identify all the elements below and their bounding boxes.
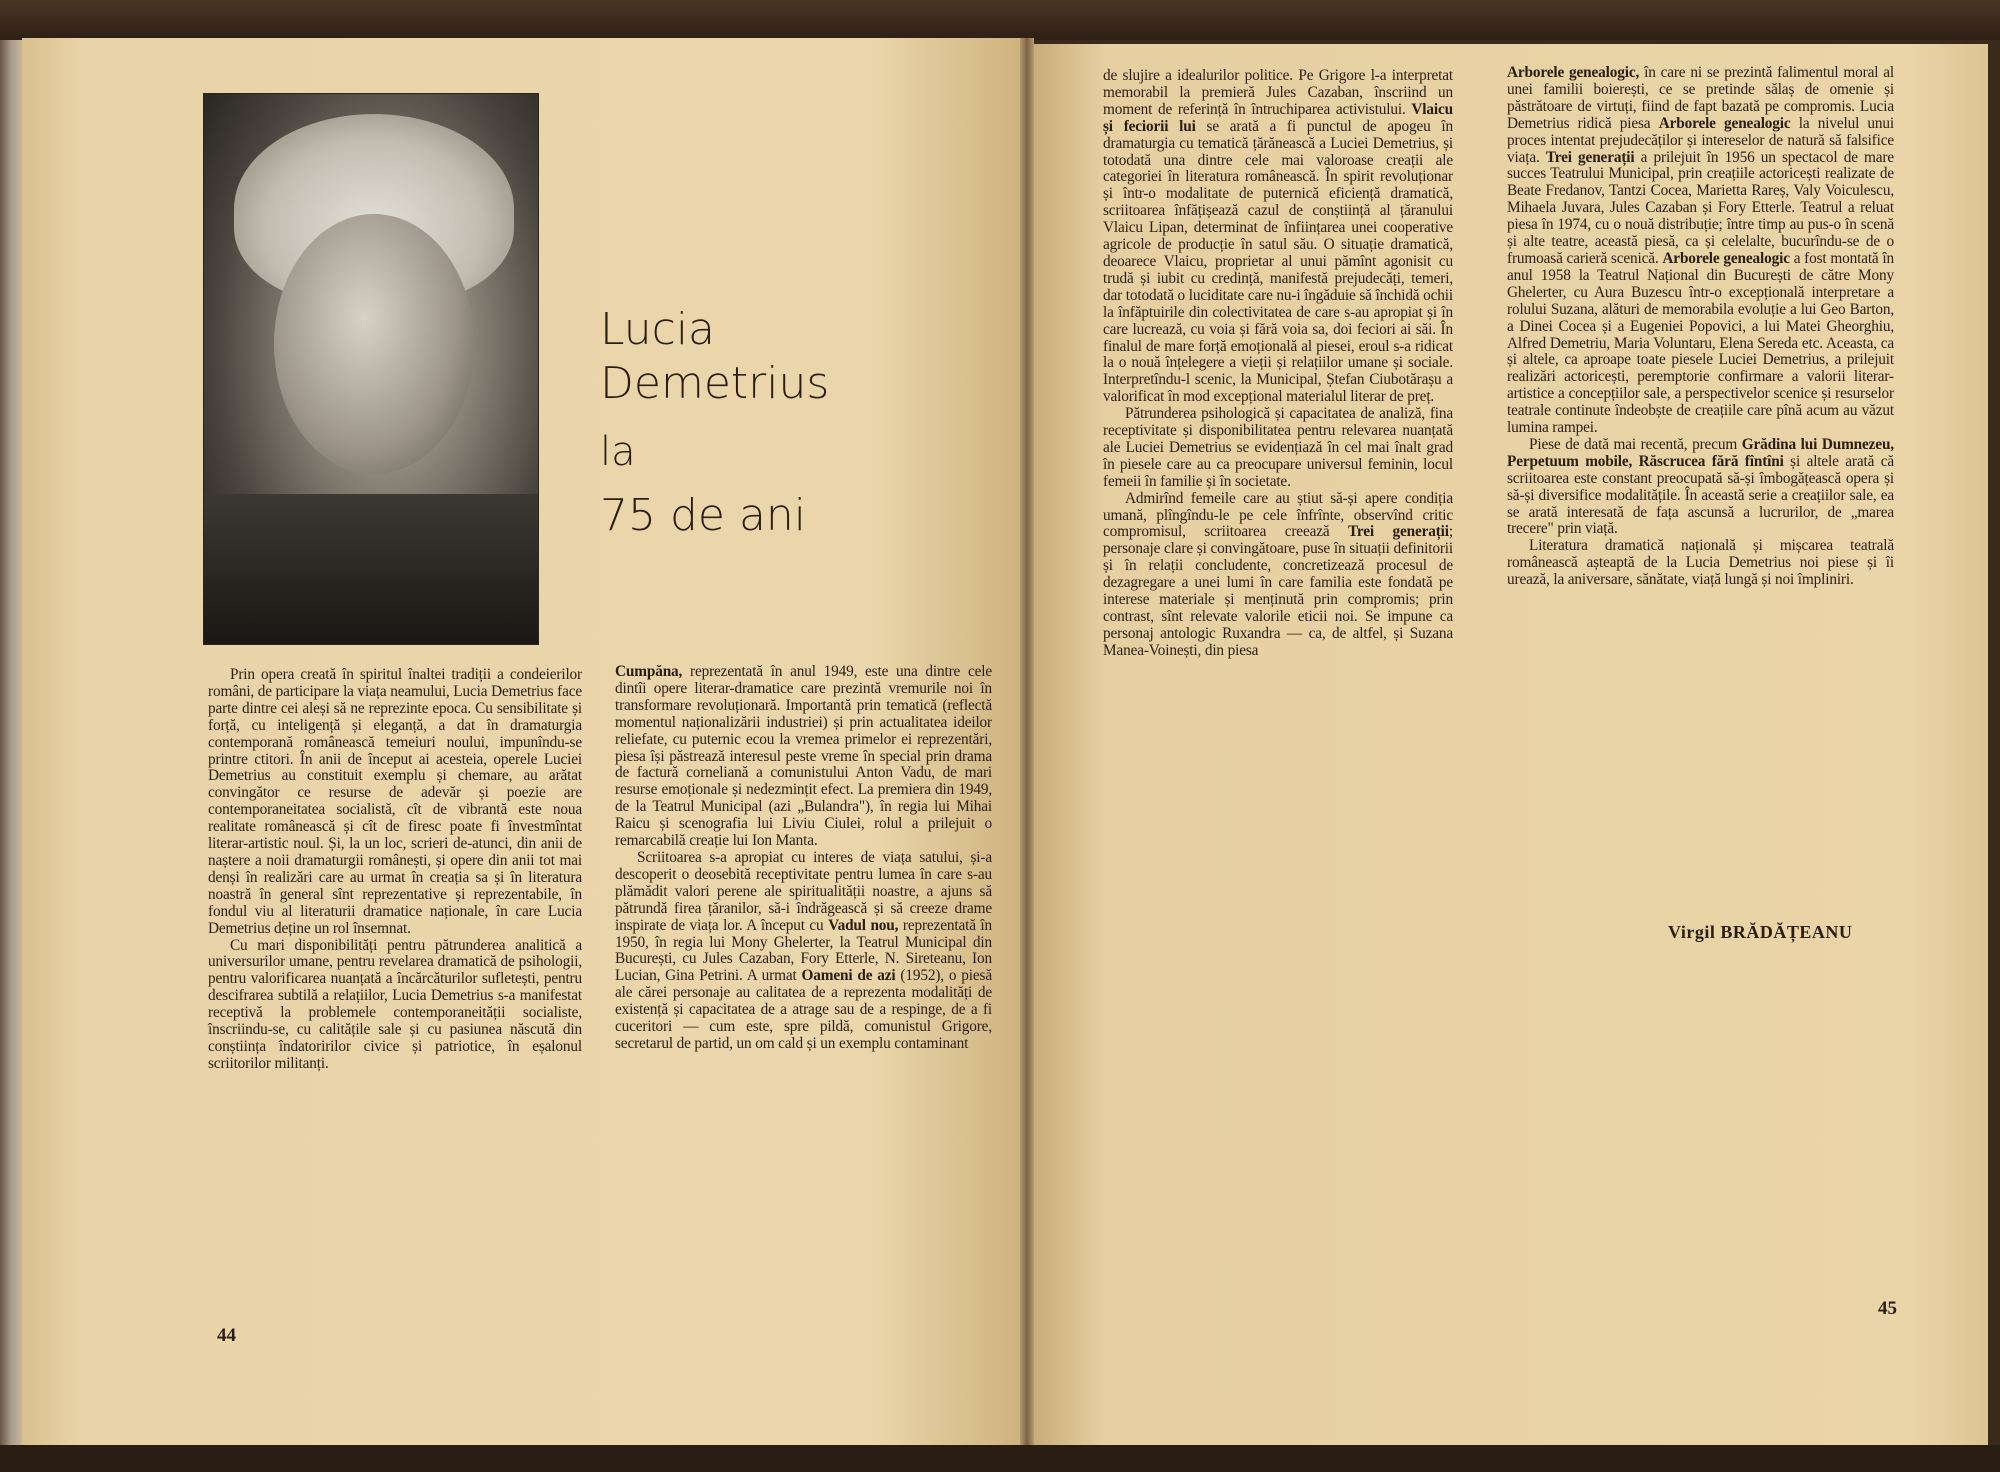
page-number-left: 44 — [217, 1325, 236, 1346]
play-title: Arborele genealogic — [1662, 249, 1790, 267]
paragraph — [615, 850, 992, 1053]
right-column-2 — [1507, 65, 1894, 589]
portrait-shoulders — [204, 494, 538, 644]
left-column-2 — [615, 664, 992, 1053]
play-title: Arborele genealogic, — [1507, 64, 1640, 81]
paragraph — [615, 664, 992, 850]
book-binding-bottom — [0, 1445, 2000, 1472]
text-run: Admirînd femeile care au știut să-și apere condiția umană, plîngîndu-le pe cele înfrînte, observînd critic compromisul, scriitoarea creează — [1103, 489, 1453, 541]
article-title-line1: Lucia — [600, 304, 716, 355]
portrait-face — [274, 214, 474, 474]
play-title: Vadul nou, — [828, 916, 899, 934]
text-run: de slujire a idealurilor politice. Pe Grigore l-a interpretat memorabil la premieră Jules Cazaban, înscriind un moment de referință în întruchiparea activistului. — [1103, 67, 1453, 118]
paragraph: Pătrunderea psihologică și capacitatea de analiză, fina receptivitate și disponibilitatea pentru relevarea nuanțată ale Luciei Demetrius se evidențiază în cel mai înalt grad în piesele care au ca preocupare universul feminin, locul femeii în familie și în societate. — [1103, 405, 1453, 490]
text-run: ; personaje clare și convingătoare, puse în situații definitorii și în relații concludente, concretizează procesul de dezagregare a unei lumi în care familia este fondată pe interese materiale și menținută prin compromis; prin contrast, sînt relevate valorile eticii noi. Se impune ca personaj antologic Ruxandra — ca, de altfel, și Suzana Manea-Voinești, din piesa — [1103, 523, 1453, 659]
play-title: Cumpăna, — [615, 663, 683, 680]
book-binding-top — [0, 0, 2000, 40]
book-gutter — [1020, 38, 1034, 1448]
text-run: a fost montată în anul 1958 la Teatrul Național din București de către Mony Ghelerter, cu Aura Buzescu într-o excepțională interpretare a rolului Suzana, alături de memorabila evoluție a lui Geo Barton, a Dinei Cocea și a Eugeniei Popovici, a lui Matei Gheorghiu, Alfred Demetriu, Maria Voluntaru, Elena Sereda etc. Aceasta, ca și altele, ca aproape toate piesele Luciei Demetrius, a prilejuit realizări actoricești, peremptorie confirmare a valorii literar-artistice a concepțiilor sale, a perspectivelor scenice și resurselor teatrale continute îndeobște de creațiile care pînă acum au văzut lumina rampei. — [1507, 249, 1895, 437]
text-run: în care ni se prezintă falimentul moral al unei familii boierești, ce se pretinde sălaș de omenie și păstrătoare de virtuți, fiind de fapt bazată pe compromis. Lucia Demetrius ridică piesa — [1507, 64, 1894, 132]
paragraph: Prin opera creată în spiritul înaltei tradiții a condeierilor români, de participare la viața neamului, Lucia Demetrius face parte dintre cei aleși să ne reprezinte epoca. Cu sensibilitate și forță, cu inteligență și eleganță, a dat în dramaturgia contemporană românească temeiuri noului, impunîndu-se printre ctitori. În anii de început ai acesteia, operele Luciei Demetrius au constituit exemplu și chemare, au arătat convingător ce resurse de adevăr și poezie are contemporaneitatea socialistă, cît de vibrantă este noua realitate românească și cît de firesc poate fi învestmîntat literar-artistic noul. Și, la un loc, scrieri de-atunci, din anii de naștere a noii dramaturgii românești, și opere din anii tot mai denși în realizări care au urmat în creația sa și în literatura noastră în general sînt reprezentative și reprezentabile, în fondul viu al literaturii dramatice naționale, în care Lucia Demetrius deține un rol însemnat. — [208, 666, 582, 937]
text-run: Scriitoarea s-a apropiat cu interes de viața satului, și-a descoperit o deosebită receptivitate pentru lumea în care s-au plămădit valori perene ale spiritualității noastre, a ajuns să pătrundă firea țăranilor, să-i îndrăgească și să creeze drame inspirate de viața lor. A început cu — [615, 848, 992, 934]
text-run: reprezentată în 1950, în regia lui Mony Ghelerter, la Teatrul Municipal din București, cu Jules Cazaban, Fory Etterle, N. Sireteanu, Ion Lucian, Gina Petrini. A urmat — [615, 916, 992, 985]
text-run: se arată a fi punctul de apogeu în dramaturgia cu tematică țărănească a Luciei Demetrius, și totodată una dintre cele mai valoroase creații ale categoriei în literatura românească. În spirit revoluționar și într-o modalitate de puternică eficiență dramatică, scriitoarea înfățișează cazul de conștiință al țăranului Vlaicu Lipan, determinat de înființarea unei cooperative agricole de producție în satul său. O situație dramatică, deoarece Vlaicu, proprietar al unui pămînt agonisit cu trudă și iubit cu credință, manifestă prejudecăți, temeri, dar totodată o luciditate care nu-i îngăduie să închidă ochii la înfăptuirile din colectivitatea de care s-au apropiat și în care lucrează, cu voia și fără voia sa, doi feciori ai săi. În finalul de mare forță emoțională al piesei, eroul s-a ridicat la o nouă înțelegere a vieții și relațiilor umane și sociale. Interpretîndu-l scenic, la Municipal, Ștefan Ciubotărașu a valorificat în mod excepțional materialul literar de preț. — [1103, 117, 1453, 406]
text-run: reprezentată în anul 1949, este una dintre cele dintîi opere literar-dramatice care prezintă vremurile noi în transformare revoluționară. Importantă prin tematică (reflectă momentul naționalizării industriei) și prin actualitatea ideilor reliefate, cu puternic ecou la vremea primelor ei reprezentări, piesa își păstrează interesul peste vreme în special prin drama de factură corneliană a comunistului Anton Vadu, de mari resurse emoționale și nedezmințit efect. La premiera din 1949, de la Teatrul Municipal (azi „Bulandra"), în regia lui Mihai Raicu și scenografia lui Liviu Ciulei, rolul a prilejuit o remarcabilă creație lui Ion Manta. — [615, 663, 992, 850]
right-column-1 — [1103, 68, 1453, 660]
play-title: Grădina lui Dumnezeu, Perpetuum mobile, Răscrucea fără fîntîni — [1507, 435, 1894, 470]
page-number-right: 45 — [1878, 1298, 1897, 1319]
play-title: Arborele genealogic — [1658, 114, 1791, 132]
text-run: (1952), o piesă ale cărei personaje au calitatea de a reprezenta modalități de existență și capacitatea de a atrage sau de a respinge, de a fi cuceritori — cum este, spre pildă, comunistul Grigore, secretarul de partid, un om cald și un exemplu contaminant — [615, 967, 992, 1052]
portrait-photo — [203, 93, 539, 645]
book-edge — [0, 40, 22, 1445]
play-title: Trei generații — [1347, 523, 1449, 541]
paragraph — [1103, 68, 1453, 406]
paragraph — [1103, 491, 1453, 660]
text-run: Piese de dată mai recentă, precum — [1529, 435, 1742, 453]
text-run: a prilejuit în 1956 un spectacol de mare succes Teatrului Municipal, prin creațiile actoricești realizate de Beate Fredanov, Tantzi Cocea, Marietta Rareș, Valy Voiculescu, Mihaela Juvara, Jules Cazaban și Fory Etterle. Teatrul a reluat piesa în 1974, cu o nouă distribuție; între timp au pus-o în scenă și alte teatre, această piesă, ca și celelalte, bucurîndu-se de o frumoasă carieră scenică. — [1507, 148, 1894, 267]
play-title: Trei generații — [1545, 148, 1635, 166]
left-column-1 — [208, 667, 582, 1073]
paragraph: Cu mari disponibilități pentru pătrunderea analitică a universurilor umane, pentru revelarea dramatică de psihologii, pentru valorificarea nuanțată a încărcăturilor sufletești, pentru descifrarea subtilă a relațiilor, Lucia Demetrius s-a manifestat receptivă la problemele contemporaneității socialiste, înscriindu-se, cu calitățile sale și cu pasiunea născută din conștiința îndatoririlor civice și patriotice, în eșalonul scriitorilor militanți. — [208, 936, 582, 1072]
paragraph — [1507, 65, 1894, 437]
article-title-line2: Demetrius — [600, 358, 830, 409]
article-title-line3: la — [600, 429, 636, 475]
paragraph — [1507, 437, 1894, 538]
paragraph: Literatura dramatică națională și mișcarea teatrală românească așteaptă de la Lucia Demetrius noi piese și îi urează, la aniversare, sănătate, viață lungă și noi împliniri. — [1507, 537, 1894, 589]
text-run: la nivelul unui proces intentat prejudecăților și intereselor de natură să falsifice viața. — [1507, 114, 1895, 166]
author-signature: Virgil BRĂDĂȚEANU — [1668, 922, 1853, 942]
play-title: Vlaicu și feciorii lui — [1103, 100, 1453, 135]
text-run: și altele arată că scriitoarea este constant preocupată să-și îmbogățească opera și să-și diversifice modalitățile. În această serie a creațiilor sale, ea se arată interesată de fața ascunsă a lucrurilor, de „marea trecere" prin viață. — [1507, 452, 1894, 538]
play-title: Oameni de azi — [801, 967, 896, 985]
article-title-line4: 75 de ani — [600, 490, 807, 541]
